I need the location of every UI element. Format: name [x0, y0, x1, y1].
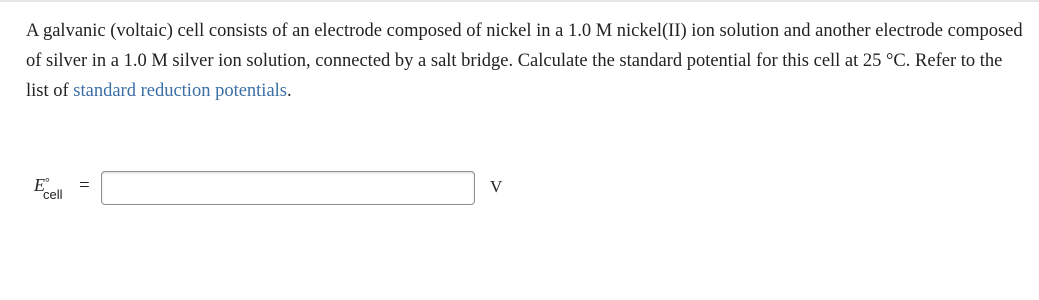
cell-subscript: cell [43, 187, 63, 202]
answer-row [34, 173, 1014, 209]
unit-label: V [490, 177, 503, 196]
top-divider [0, 0, 1039, 2]
cell-potential-input[interactable] [101, 171, 475, 205]
question-end-punctuation: . [287, 81, 292, 101]
degree-superscript: ° [45, 175, 50, 189]
e-cell-label [34, 175, 63, 202]
question-text [26, 16, 1026, 106]
question-body: A galvanic (voltaic) cell consists of an electrode composed of nickel in a 1.0 M nickel(II) ion solution and another electrode composed of silver in a 1.0 M silver ion solution, connected by a salt bridge. Calculate the standard potential for this cell at 25 °C. Refer to the list of [26, 21, 1023, 101]
standard-reduction-potentials-link[interactable]: standard reduction potentials [73, 81, 287, 101]
variable-symbol: E [34, 175, 45, 195]
equals-sign: = [79, 175, 90, 196]
